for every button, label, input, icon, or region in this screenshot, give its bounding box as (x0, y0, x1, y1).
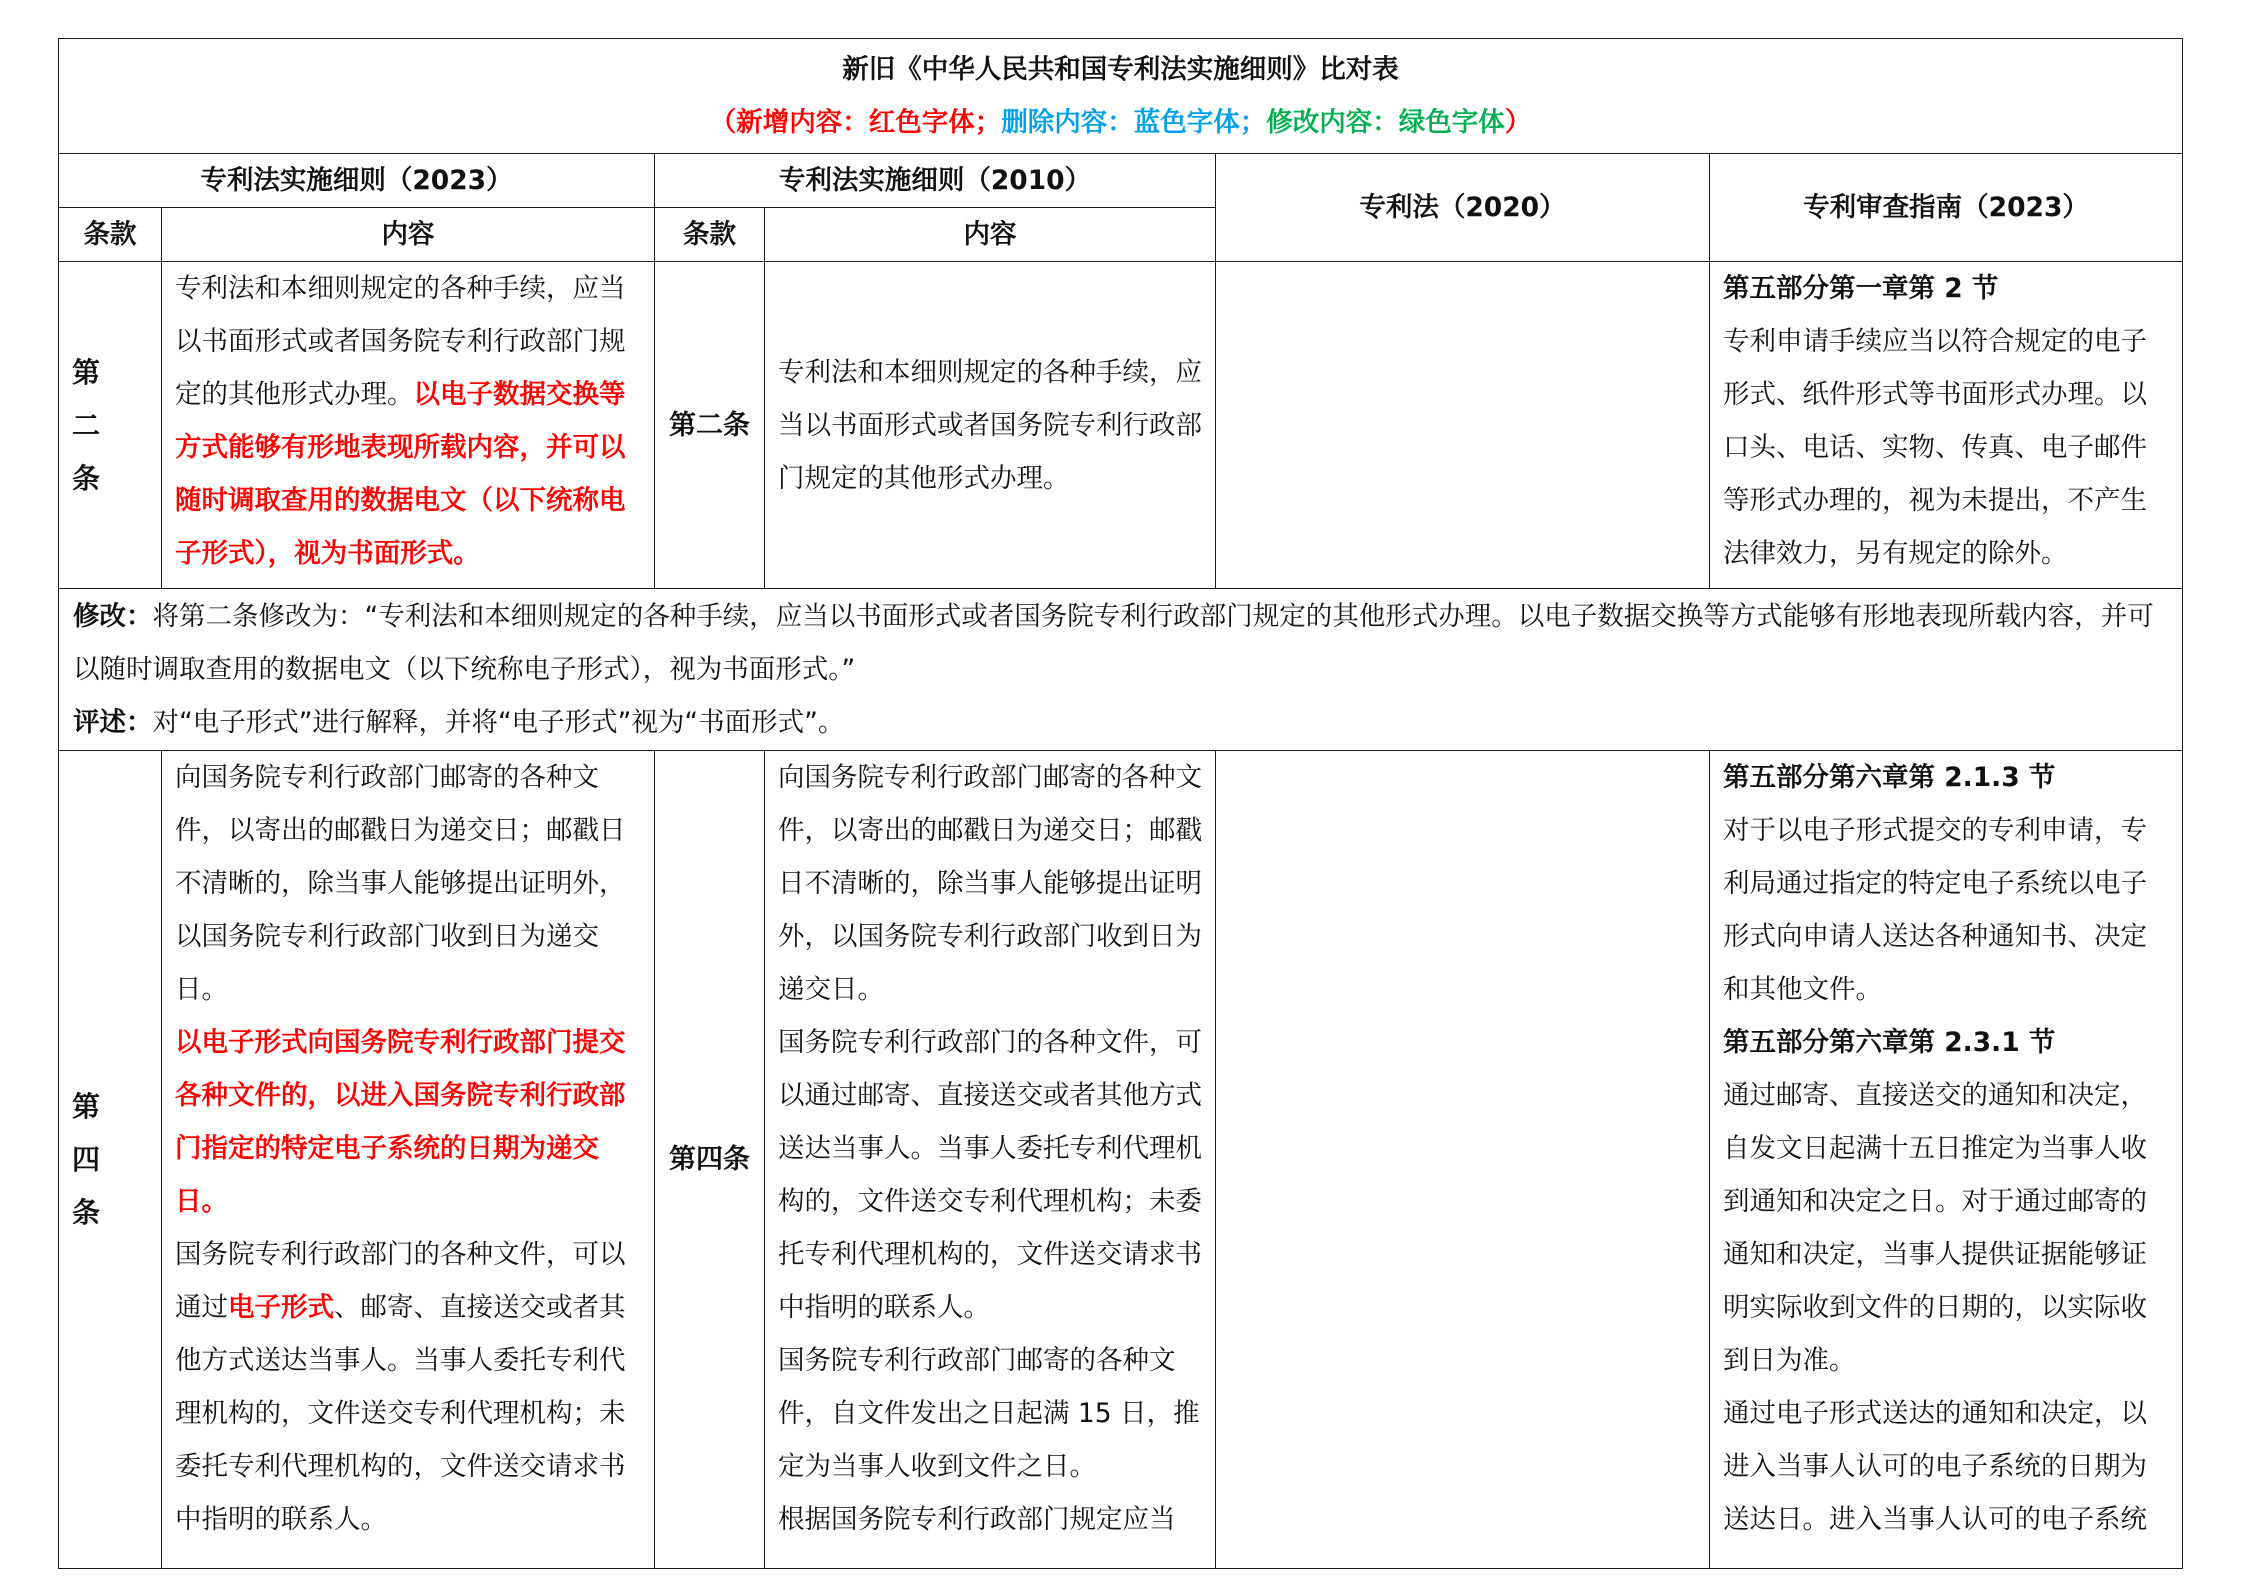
article2-new-plain: 专利法和本细则规定的各种手续，应当以书面形式或者国务院专利行政部门规定的其他形式办理。 (175, 273, 626, 410)
article4-clause-new: 第四条 (59, 751, 162, 1569)
legend-modified: 修改内容：绿色字体 (1266, 107, 1505, 138)
article4-old-p2: 国务院专利行政部门的各种文件，可以通过邮寄、直接送交或者其他方式送达当事人。当事人委托专利代理机构的，文件送交专利代理机构；未委托专利代理机构的，文件送交请求书中指明的联系人。 (778, 1027, 1202, 1323)
header-rules-2010: 专利法实施细则（2010） (655, 154, 1216, 208)
article2-content-new (162, 262, 655, 589)
article2-guide (1710, 262, 2183, 589)
article4-guide (1710, 751, 2183, 1569)
article2-content-old: 专利法和本细则规定的各种手续，应当以书面形式或者国务院专利行政部门规定的其他形式办理。 (765, 262, 1216, 589)
article4-content-new (162, 751, 655, 1569)
article4-guide-h2: 第五部分第六章第 2.3.1 节 (1723, 1027, 2056, 1058)
header-content-old: 内容 (765, 208, 1216, 262)
article4-new-p3 (175, 1228, 641, 1546)
header-guide-2023: 专利审查指南（2023） (1710, 154, 2183, 262)
color-legend (72, 96, 2169, 149)
article4-new-p3-added: 电子形式 (228, 1292, 334, 1323)
header-content-new: 内容 (162, 208, 655, 262)
article2-guide-heading: 第五部分第一章第 2 节 (1723, 273, 1999, 304)
header-clause-old: 条款 (655, 208, 765, 262)
article4-row (59, 751, 2183, 1569)
article4-new-p3-a: 国务院专利行政部门的各种文件，可以通过 (175, 1239, 626, 1323)
legend-deleted: 删除内容：蓝色字体； (1001, 107, 1267, 138)
legend-open: （ (709, 107, 737, 138)
article2-clause-new: 第二条 (59, 262, 162, 589)
article2-clause-old: 第二条 (655, 262, 765, 589)
article2-note (59, 589, 2183, 751)
comparison-table (58, 38, 2183, 1569)
article2-guide-text: 专利申请手续应当以符合规定的电子形式、纸件形式等书面形式办理。以口头、电话、实物、传真、电子邮件等形式办理的，视为未提出，不产生法律效力，另有规定的除外。 (1723, 326, 2147, 569)
article4-old-p4: 根据国务院专利行政部门规定应当 (778, 1504, 1176, 1535)
title-cell (59, 39, 2183, 154)
article4-new-p1: 向国务院专利行政部门邮寄的各种文件，以寄出的邮戳日为递交日；邮戳日不清晰的，除当事人能够提出证明外，以国务院专利行政部门收到日为递交日。 (175, 762, 626, 1005)
legend-close: ） (1504, 107, 1532, 138)
comment-text: 对“电子形式”进行解释，并将“电子形式”视为“书面形式”。 (152, 707, 845, 738)
header-row-1 (59, 154, 2183, 208)
article2-note-row (59, 589, 2183, 751)
article4-guide-t1: 对于以电子形式提交的专利申请，专利局通过指定的特定电子系统以电子形式向申请人送达各种通知书、决定和其他文件。 (1723, 815, 2147, 1005)
article4-clause-old: 第四条 (655, 751, 765, 1569)
modify-label: 修改： (73, 601, 153, 632)
article4-old-p3: 国务院专利行政部门邮寄的各种文件，自文件发出之日起满 15 日，推定为当事人收到文件之日。 (778, 1345, 1200, 1482)
header-law-2020: 专利法（2020） (1216, 154, 1710, 262)
article4-guide-t3: 通过电子形式送达的通知和决定，以进入当事人认可的电子系统的日期为送达日。进入当事人认可的电子系统 (1723, 1398, 2147, 1535)
header-clause-new: 条款 (59, 208, 162, 262)
article4-law-2020 (1216, 751, 1710, 1569)
article2-new-added: 以电子数据交换等方式能够有形地表现所载内容，并可以随时调取查用的数据电文（以下统称电子形式），视为书面形式。 (175, 379, 626, 569)
article4-new-p2-added: 以电子形式向国务院专利行政部门提交各种文件的，以进入国务院专利行政部门指定的特定电子系统的日期为递交日。 (175, 1027, 626, 1217)
article4-guide-h1: 第五部分第六章第 2.1.3 节 (1723, 762, 2056, 793)
article4-new-p3-b: 、邮寄、直接送交或者其他方式送达当事人。当事人委托专利代理机构的，文件送交专利代理机构；未委托专利代理机构的，文件送交请求书中指明的联系人。 (175, 1292, 626, 1535)
article2-modify (73, 590, 2168, 696)
article2-comment (73, 696, 2168, 749)
article4-old-p1: 向国务院专利行政部门邮寄的各种文件，以寄出的邮戳日为递交日；邮戳日不清晰的，除当事人能够提出证明外，以国务院专利行政部门收到日为递交日。 (778, 762, 1202, 1005)
page-title: 新旧《中华人民共和国专利法实施细则》比对表 (842, 54, 1399, 85)
comment-label: 评述： (73, 707, 153, 738)
modify-text: 将第二条修改为：“专利法和本细则规定的各种手续，应当以书面形式或者国务院专利行政部门规定的其他形式办理。以电子数据交换等方式能够有形地表现所载内容，并可以随时调取查用的数据电文（以下统称电子形式），视为书面形式。” (73, 601, 2154, 685)
article2-row (59, 262, 2183, 589)
title-row (59, 39, 2183, 154)
article4-content-old (765, 751, 1216, 1569)
article2-law-2020 (1216, 262, 1710, 589)
header-rules-2023: 专利法实施细则（2023） (59, 154, 655, 208)
legend-added: 新增内容：红色字体； (736, 107, 1002, 138)
article4-guide-t2: 通过邮寄、直接送交的通知和决定，自发文日起满十五日推定为当事人收到通知和决定之日。对于通过邮寄的通知和决定，当事人提供证据能够证明实际收到文件的日期的，以实际收到日为准。 (1723, 1080, 2147, 1376)
